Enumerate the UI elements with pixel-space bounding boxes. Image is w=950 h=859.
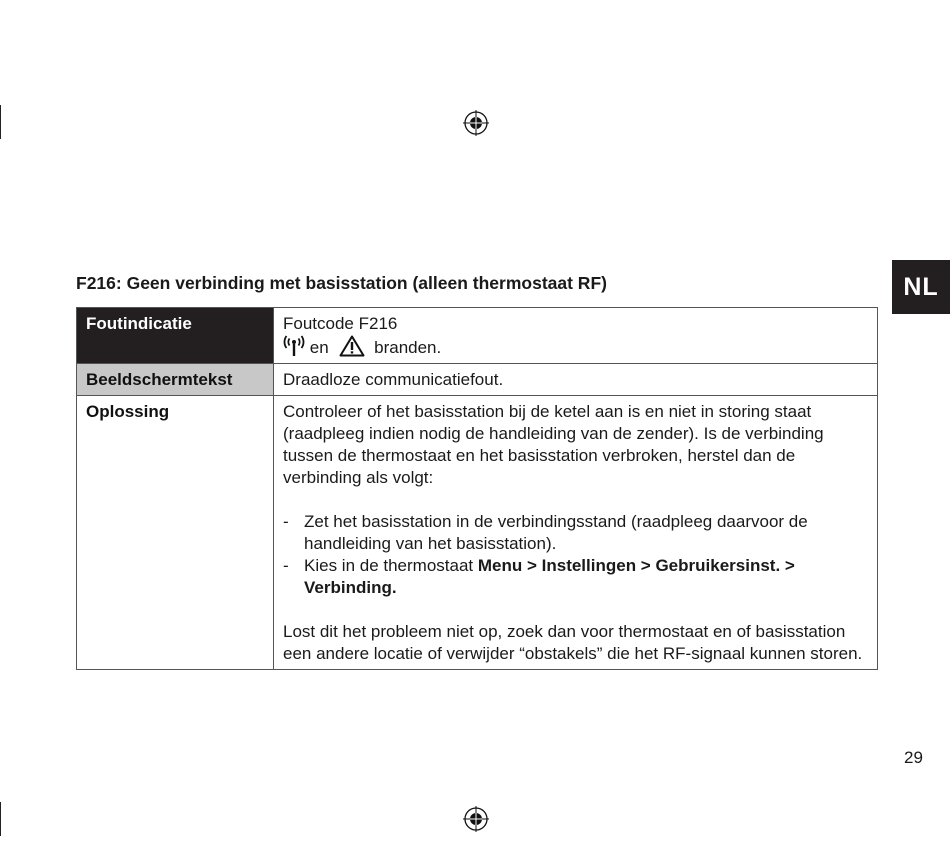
step-text: Kies in de thermostaat — [304, 556, 478, 575]
table-row-oplossing — [77, 396, 878, 670]
solution-step — [283, 555, 868, 599]
solution-steps — [283, 511, 868, 599]
row-label-foutindicatie: Foutindicatie — [77, 308, 274, 364]
registration-mark-top-icon — [463, 110, 489, 136]
icons-connector-text: en — [309, 338, 329, 357]
step-dash: - — [283, 512, 289, 531]
step-menu-path: Menu > Instellingen > Gebruikersinst. > Verbinding. — [304, 556, 795, 597]
table-row-foutindicatie — [77, 308, 878, 364]
row-label-oplossing: Oplossing — [77, 396, 274, 670]
indicator-line — [283, 335, 868, 359]
antenna-icon — [283, 335, 305, 357]
row-value-foutindicatie — [274, 308, 878, 364]
crop-mark-top-left — [0, 105, 1, 139]
step-dash: - — [283, 556, 289, 575]
section-title: F216: Geen verbinding met basisstation (alleen thermostaat RF) — [76, 273, 607, 293]
solution-intro: Controleer of het basisstation bij de ketel aan is en niet in storing staat (raadpleeg indien nodig de handleiding van de zender). Is de verbinding tussen de thermostaat en het basisstation verbroken, herstel dan de verbinding als volgt: — [283, 402, 824, 487]
step-text: Zet het basisstation in de verbindingsstand (raadpleeg daarvoor de handleiding van het basisstation). — [304, 512, 808, 553]
row-value-beeldschermtekst: Draadloze communicatiefout. — [274, 364, 878, 396]
crop-mark-bottom-left — [0, 802, 1, 836]
row-value-oplossing — [274, 396, 878, 670]
solution-step — [283, 511, 868, 555]
error-code-text: Foutcode F216 — [283, 314, 398, 333]
row-label-beeldschermtekst: Beeldschermtekst — [77, 364, 274, 396]
warning-icon — [339, 335, 365, 357]
solution-closing: Lost dit het probleem niet op, zoek dan voor thermostaat en of basisstation een andere locatie of verwijder “obstakels” die het RF-signaal kunnen storen. — [283, 622, 863, 663]
page-number: 29 — [904, 748, 923, 767]
language-tab: NL — [892, 260, 950, 314]
error-table — [76, 307, 878, 670]
registration-mark-bottom-icon — [463, 806, 489, 832]
icons-suffix-text: branden. — [374, 338, 442, 357]
table-row-beeldschermtekst — [77, 364, 878, 396]
